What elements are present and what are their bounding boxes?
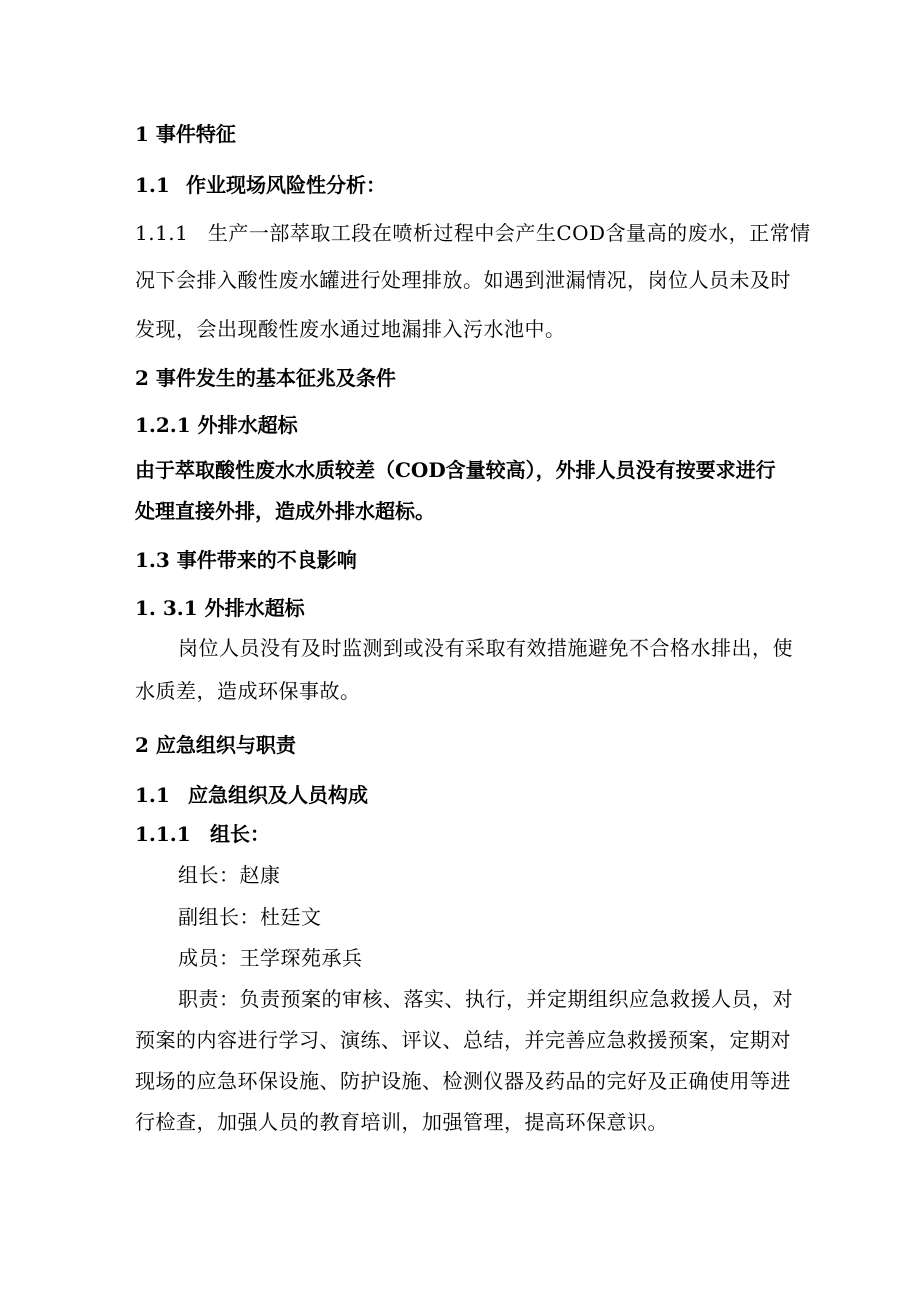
duty-line: 行检查，加强人员的教育培训，加强管理，提高环保意识。: [135, 1110, 668, 1134]
heading-1: [135, 120, 236, 148]
paragraph-line: 岗位人员没有及时监测到或没有采取有效措施避免不合格水排出，使: [178, 636, 793, 660]
duty-line: 预案的内容进行学习、演练、评议、总结，并完善应急救援预案，定期对: [135, 1028, 791, 1052]
heading-text: 事件特征: [155, 122, 236, 146]
heading-number: 1.1: [135, 173, 170, 197]
heading-1-3: [135, 546, 357, 574]
paragraph-line: 处理直接外排，造成外排水超标。: [135, 499, 435, 523]
member-leader: 组长：赵康: [178, 863, 281, 887]
heading-2b-1-1: [135, 820, 270, 848]
heading-number: 1.2.1: [135, 413, 191, 437]
heading-text: 作业现场风险性分析：: [185, 173, 386, 197]
duty-line: 现场的应急环保设施、防护设施、检测仪器及药品的完好及正确使用等进: [135, 1069, 791, 1093]
heading-2b-1: [135, 781, 368, 809]
heading-text: 应急组织及人员构成: [187, 783, 368, 807]
paragraph-line: [135, 219, 811, 247]
heading-number: 1. 3.1: [135, 596, 198, 620]
paragraph-line: 由于萃取酸性废水水质较差（COD含量较高），外排人员没有按要求进行: [135, 458, 776, 482]
heading-text: 应急组织与职责: [155, 733, 296, 757]
paragraph-line: 水质差，造成环保事故。: [135, 679, 361, 703]
heading-text: 事件带来的不良影响: [176, 548, 357, 572]
heading-2b: [135, 731, 296, 759]
paragraph-number: 1.1.1: [135, 221, 189, 245]
heading-1-3-1: [135, 594, 305, 622]
heading-2: [135, 364, 396, 392]
heading-1-1: [135, 171, 386, 199]
heading-number: 1.3: [135, 548, 170, 572]
heading-text: 外排水超标: [197, 413, 298, 437]
heading-text: 外排水超标: [204, 596, 305, 620]
paragraph-text: 生产一部萃取工段在喷析过程中会产生COD含量高的废水，正常情: [207, 221, 811, 245]
duty-line: 职责：负责预案的审核、落实、执行，并定期组织应急救援人员，对: [178, 987, 793, 1011]
heading-number: 1.1: [135, 783, 170, 807]
member-vice-leader: 副组长：杜廷文: [178, 905, 322, 929]
heading-text: 组长：: [209, 822, 270, 846]
member-staff: 成员：王学琛苑承兵: [178, 946, 363, 970]
paragraph-line: 况下会排入酸性废水罐进行处理排放。如遇到泄漏情况，岗位人员未及时: [135, 268, 791, 292]
heading-text: 事件发生的基本征兆及条件: [155, 366, 396, 390]
heading-number: 2: [135, 366, 149, 390]
paragraph-line: 发现，会出现酸性废水通过地漏排入污水池中。: [135, 317, 566, 341]
heading-1-2-1: [135, 411, 298, 439]
heading-number: 1: [135, 122, 149, 146]
heading-number: 1.1.1: [135, 822, 191, 846]
heading-number: 2: [135, 733, 149, 757]
